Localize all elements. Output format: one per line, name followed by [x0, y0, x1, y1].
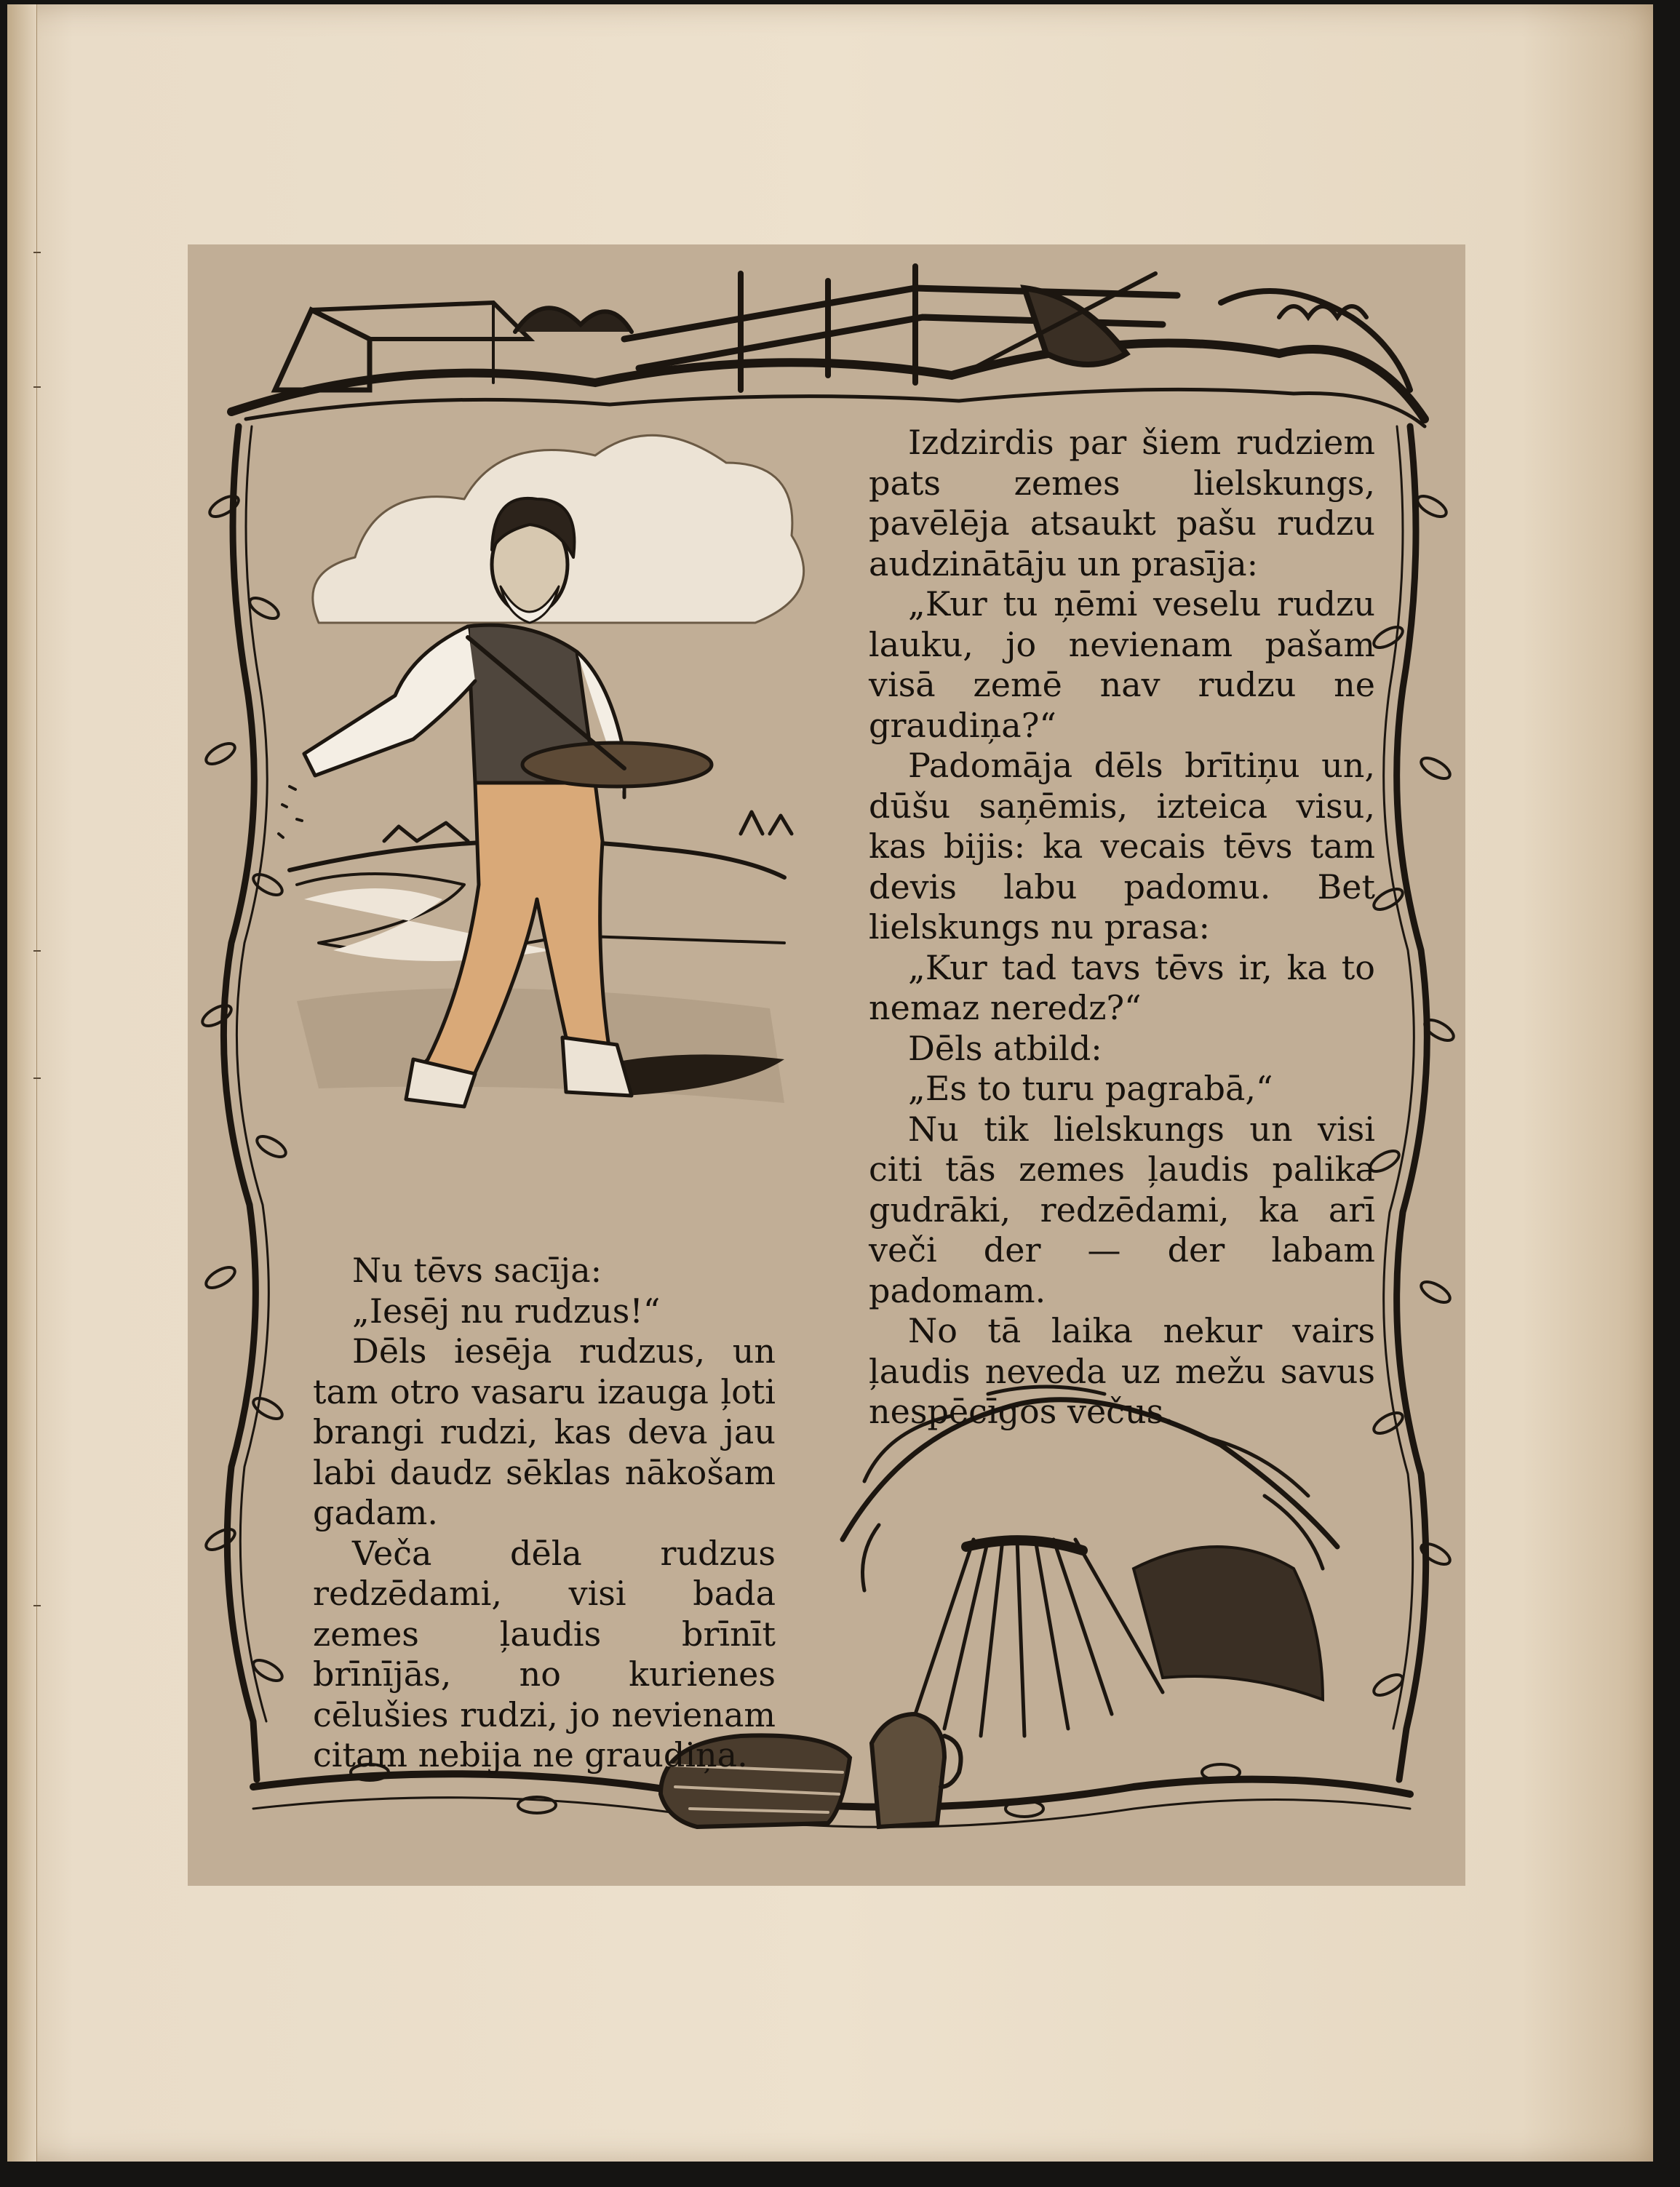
paragraph: Nu tēvs sacīja:	[352, 1251, 602, 1290]
illustrated-text-panel	[188, 244, 1465, 1886]
paragraph: „Es to turu pagrabā,“	[908, 1069, 1273, 1108]
margin-mark	[33, 1077, 41, 1079]
margin-mark	[33, 252, 41, 253]
paragraph: No tā laika nekur vairs ļaudis neveda uz mežu savus nespēcīgos večus.	[869, 1311, 1375, 1431]
paragraph: Nu tik lielskungs un visi citi tās zemes ļaudis palika gudrāki, redzēdami, ka arī veči der — der labam padomam.	[869, 1109, 1375, 1310]
paragraph: Izdzirdis par šiem rudziem pats zemes lielskungs, pavēlēja atsaukt pašu rudzu audzinātāju un prasīja:	[869, 423, 1375, 583]
header-farmstead-vignette	[231, 266, 1425, 426]
rye-sheaf-illustration	[843, 1387, 1337, 1736]
margin-mark	[33, 950, 41, 952]
book-page	[7, 4, 1653, 2162]
page-binding-edge	[7, 4, 37, 2162]
paragraph: „Kur tad tavs tēvs ir, ka to nemaz neredz?“	[869, 947, 1375, 1027]
paragraph: Dēls atbild:	[908, 1028, 1102, 1068]
paragraph: Padomāja dēls brītiņu un, dūšu saņēmis, izteica visu, kas bijis: ka vecais tēvs tam devis labu padomu. Bet lielskungs nu prasa:	[869, 746, 1375, 947]
paragraph: Dēls iesēja rudzus, un tam otro vasaru izauga ļoti brangi rudzi, kas deva jau labi daudz sēklas nākošam gadam.	[313, 1331, 776, 1532]
sower-illustration	[279, 435, 804, 1107]
paragraph: „Iesēj nu rudzus!“	[352, 1291, 661, 1331]
margin-mark	[33, 1605, 41, 1606]
paragraph: Veča dēla rudzus redzēdami, visi bada zemes ļaudis brīnīt brīnījās, no kurienes cēlušies rudzi, jo nevienam citam nebija ne graudiņa.	[313, 1533, 776, 1774]
margin-mark	[33, 386, 41, 388]
left-text-column	[313, 1251, 776, 1776]
paragraph: „Kur tu ņēmi veselu rudzu lauku, jo nevienam pašam visā zemē nav rudzu ne graudiņa?“	[869, 584, 1375, 745]
right-text-column	[869, 423, 1375, 1433]
